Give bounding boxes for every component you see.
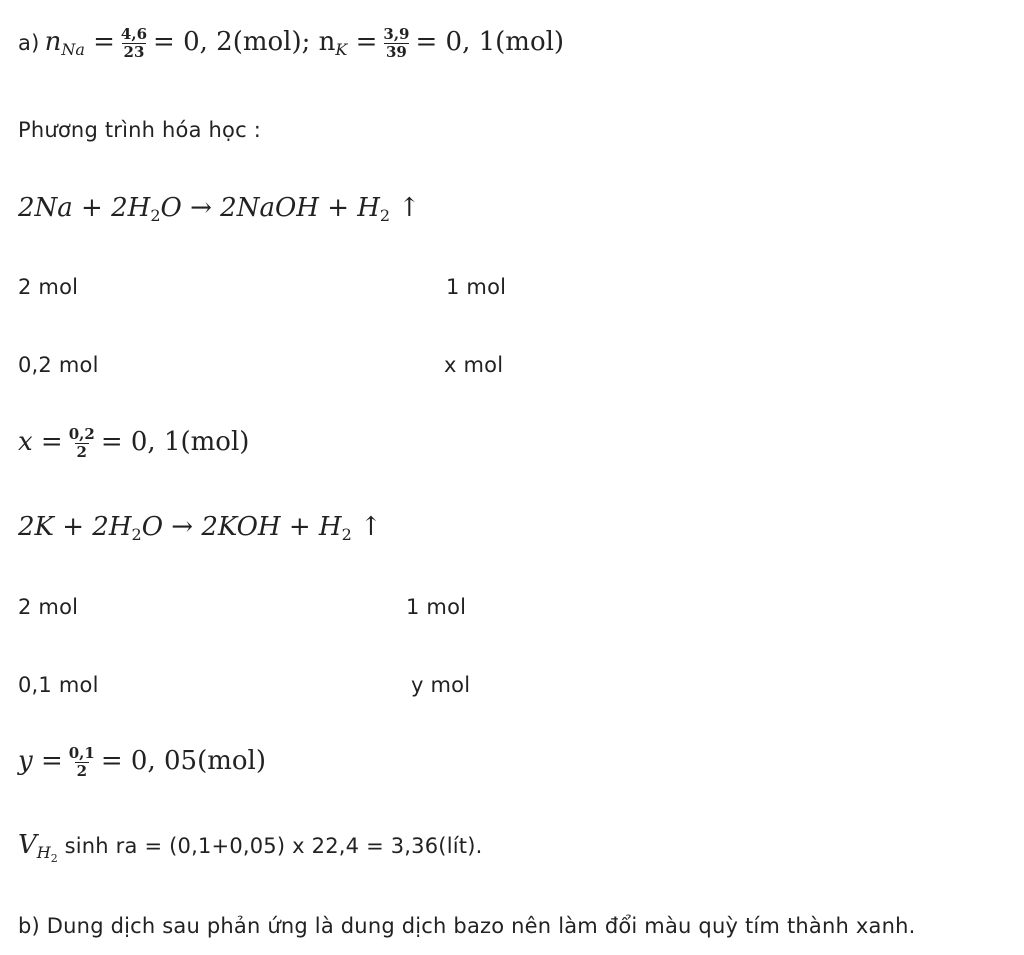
reaction1-row2-right: x mol xyxy=(444,353,504,377)
volume-text: sinh ra = (0,1+0,05) x 22,4 = 3,36(lít). xyxy=(57,834,483,858)
reaction1-row1-left: 2 mol xyxy=(18,275,79,299)
reaction1-fraction-num: 0,2 xyxy=(68,425,95,443)
part-a-label: a) xyxy=(18,31,40,55)
reaction1-part-a: 2Na + 2H xyxy=(18,193,151,223)
reaction1-result-rhs: = 0, 1(mol) xyxy=(100,427,250,457)
volume-sub-h: H xyxy=(36,843,51,862)
reaction2-row1-right: 1 mol xyxy=(406,595,467,619)
reaction2-sub1: 2 xyxy=(131,525,142,544)
reaction1-part-b: O → 2NaOH + H xyxy=(160,193,380,223)
reaction2-result xyxy=(18,745,266,779)
n-na-result: = 0, 2(mol); n xyxy=(153,27,336,57)
fraction-k-num: 3,9 xyxy=(383,25,410,43)
reaction2-equation xyxy=(18,512,382,544)
reaction1-result xyxy=(18,426,249,460)
reaction2-result-rhs: = 0, 05(mol) xyxy=(100,746,266,776)
reaction2-sub2: 2 xyxy=(341,525,352,544)
reaction1-sub2: 2 xyxy=(379,206,391,225)
reaction2-part-a: 2K + 2H xyxy=(18,512,132,542)
reaction1-fraction xyxy=(67,426,97,460)
equation-heading: Phương trình hóa học : xyxy=(18,118,261,142)
fraction-k-den: 39 xyxy=(386,42,407,61)
reaction2-fraction xyxy=(67,745,97,779)
n-k-subscript: K xyxy=(335,40,348,59)
n-k-result: = 0, 1(mol) xyxy=(415,27,565,57)
reaction2-row1-left: 2 mol xyxy=(18,595,79,619)
fraction-na xyxy=(119,26,149,60)
reaction2-fraction-den: 2 xyxy=(76,761,88,780)
reaction1-arrow: ↑ xyxy=(390,193,421,223)
part-a-line xyxy=(18,26,564,60)
reaction1-result-lhs: x = xyxy=(18,427,63,457)
reaction2-row2-right: y mol xyxy=(411,673,471,697)
reaction1-row1-right: 1 mol xyxy=(446,275,507,299)
reaction1-row2-left: 0,2 mol xyxy=(18,353,99,377)
volume-v: V xyxy=(18,830,37,860)
volume-sub-2: 2 xyxy=(50,852,58,866)
reaction1-fraction-den: 2 xyxy=(76,442,87,461)
volume-symbol xyxy=(18,830,58,866)
reaction2-arrow: ↑ xyxy=(351,512,382,542)
n-na-subscript: Na xyxy=(61,40,85,59)
fraction-k xyxy=(381,26,411,60)
part-b-line: b) Dung dịch sau phản ứng là dung dịch bazo nên làm đổi màu quỳ tím thành xanh. xyxy=(18,914,916,938)
reaction2-result-lhs: y = xyxy=(18,746,63,776)
moles-expression: $n_{Na}$ = $\frac{4,6}{23}$ = 0, 2(mol); $n_K$ = $\frac{3,9}{39}$ = 0, 1(mol) xyxy=(44,25,565,61)
reaction1-sub1: 2 xyxy=(150,206,161,225)
reaction2-fraction-num: 0,1 xyxy=(68,744,95,762)
volume-line xyxy=(18,830,482,865)
fraction-na-den: 23 xyxy=(123,42,145,61)
n-na-symbol: n xyxy=(44,27,62,57)
reaction2-part-b: O → 2KOH + H xyxy=(141,512,342,542)
fraction-na-num: 4,6 xyxy=(120,25,148,43)
reaction1-equation xyxy=(18,193,420,225)
reaction2-row2-left: 0,1 mol xyxy=(18,673,99,697)
